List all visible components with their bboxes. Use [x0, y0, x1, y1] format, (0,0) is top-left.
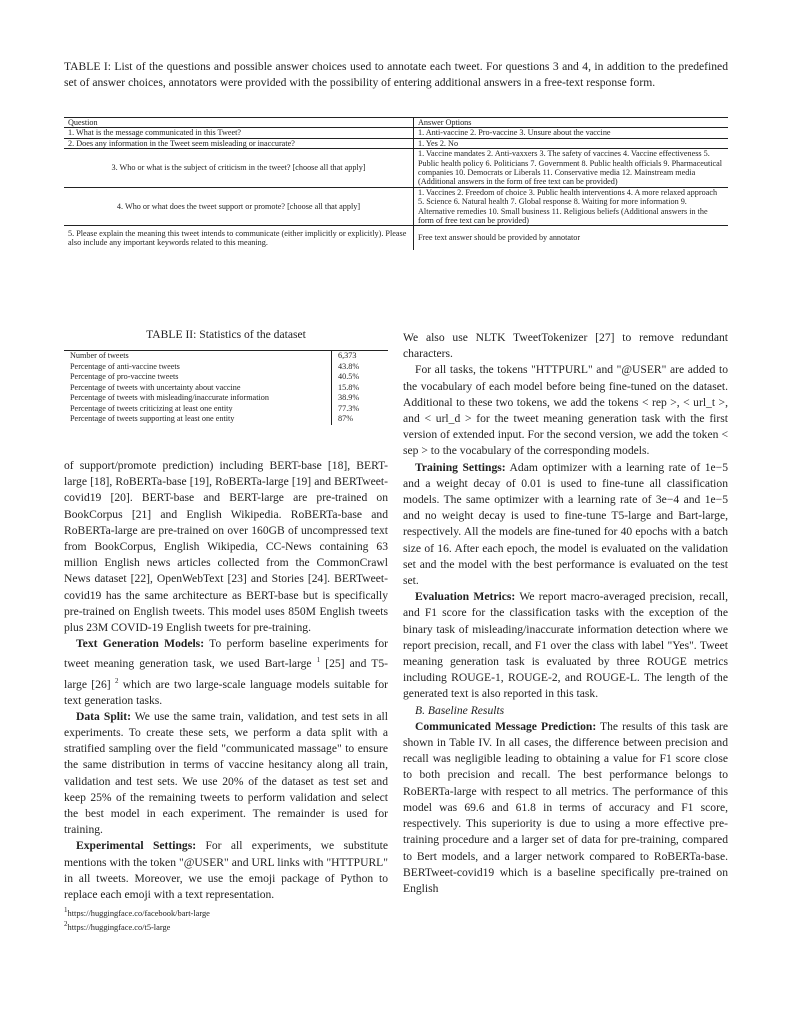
paragraph-heading: Data Split: — [76, 709, 131, 723]
question-cell: 2. Does any information in the Tweet seem misleading or inaccurate? — [64, 138, 414, 148]
stat-value: 38.9% — [332, 393, 389, 404]
paragraph-heading: Training Settings: — [415, 460, 506, 474]
right-column — [403, 330, 728, 897]
answer-cell: Free text answer should be provided by annotator — [414, 226, 729, 250]
paragraph-text: which are two large-scale language models suitable for text generation tasks. — [64, 677, 388, 707]
footnote-mark: 1 — [316, 656, 321, 665]
paragraph-text: The results of this task are shown in Table IV. In all cases, the difference between precision and recall was negligible leading to obtaining a value for F1 score close to both precision and recall. The best performance belongs to RoBERTa-large with respect to all metrics. The performance of this model was 69.6 and 61.8 in terms of accuracy and F1 score, respectively. This superiority is due to using a more effective pre-training procedure and a larger set of data for pre-training, compared to Bert models, and a larger network compared to RoBERTa-base. BERTweet-covid19 which is a baseline specifically pre-trained on English — [403, 719, 728, 895]
stat-value: 40.5% — [332, 372, 389, 383]
question-cell: 1. What is the message communicated in this Tweet? — [64, 128, 414, 138]
paragraph-text: Adam optimizer with a learning rate of 1e−5 and a weight decay of 0.01 is used to fine-tune all classification models. The same optimizer with a learning rate of 3e−4 and 1e−5 and no weight decay is used to fine-tune T5-large and Bart-large, respectively. All the models are fine-tuned for 40 epochs with a batch size of 16. After each epoch, the model is evaluated on the validation set and the model with the best performance is evaluated on the test set. — [403, 460, 728, 588]
paragraph — [403, 719, 728, 897]
left-column — [64, 458, 388, 903]
paragraph — [64, 636, 388, 709]
paragraph-text: For all experiments, we substitute mentions with the token "@USER" and URL links with "HTTPURL" in all tweets. Moreover, we use the emoji package of Python to replace each emoji with a text representation. — [64, 839, 388, 901]
stat-value: 87% — [332, 414, 389, 425]
paragraph: of support/promote prediction) including BERT-base [18], BERT-large [18], RoBERTa-base [19], RoBERTa-large [19] and BERTweet-covid19 [20]. BERT-base and BERT-large are pre-trained on BookCorpus [21] and English Wikipedia. RoBERTa-base and RoBERTa-large are pre-trained on over 160GB of uncompressed text from BookCorpus, English Wikipedia, CC-News containing 63 million English news articles collected from the CommonCrawl News dataset [22], OpenWebText [23] and Stories [24]. BERTweet-covid19 has the same architecture as BERT-base but is specifically pre-trained on English tweets. This model uses 850M English tweets plus 23M COVID-19 English tweets for pre-training. — [64, 459, 388, 635]
stat-label: Percentage of pro-vaccine tweets — [70, 372, 179, 381]
paragraph — [64, 709, 388, 839]
footnote-mark: 1 — [64, 906, 68, 914]
answer-cell: 1. Vaccine mandates 2. Anti-vaxxers 3. The safety of vaccines 4. Vaccine effectiveness 5. Public health policy 6. Politicians 7. Government 8. Public health officials 9. Pharmaceutical companies 10. Democrats or Liberals 11. Conservative media 12. Mainstream media (Additional answers in the form of free text can be provided) — [414, 149, 729, 188]
paragraph-heading: Text Generation Models: — [76, 637, 205, 651]
stat-value: 15.8% — [332, 383, 389, 394]
answer-cell: 1. Anti-vaccine 2. Pro-vaccine 3. Unsure about the vaccine — [414, 128, 729, 138]
answer-header: Answer Options — [414, 118, 729, 128]
stat-value: 77.3% — [332, 404, 389, 415]
paragraph: We also use NLTK TweetTokenizer [27] to remove redundant characters. — [403, 331, 728, 361]
stat-label: Percentage of tweets with uncertainty about vaccine — [70, 382, 241, 392]
footnote — [64, 905, 388, 919]
stat-label: Percentage of tweets criticizing at least one entity — [70, 403, 233, 413]
statistics-table — [64, 350, 388, 425]
footnotes — [64, 905, 388, 933]
question-cell: 4. Who or what does the tweet support or promote? [choose all that apply] — [64, 187, 414, 226]
section-heading: B. Baseline Results — [415, 703, 505, 717]
table1-caption: TABLE I: List of the questions and possible answer choices used to annotate each tweet. For questions 3 and 4, in addition to the predefined set of answer choices, annotators were provided with the possibility of entering additional answers in a free-text response form. — [64, 60, 728, 89]
footnote-mark: 2 — [64, 919, 68, 928]
question-header: Question — [64, 118, 414, 128]
question-cell: 3. Who or what is the subject of criticism in the tweet? [choose all that apply] — [64, 149, 414, 188]
answer-cell: 1. Vaccines 2. Freedom of choice 3. Public health interventions 4. A more relaxed approach 5. Science 6. Natural health 7. Global response 8. Waiting for more information 9. Alternative remedies 10. Small business 11. Religious beliefs (Additional answers in the form of free text can be provided) — [414, 187, 729, 226]
footnote — [64, 919, 388, 933]
paragraph — [403, 460, 728, 590]
stat-value: 6,373 — [332, 351, 389, 362]
answer-cell: 1. Yes 2. No — [414, 138, 729, 148]
paragraph: For all tasks, the tokens "HTTPURL" and "@USER" are added to the vocabulary of each model before being fine-tuned on the dataset. Additional to these two tokens, we add the tokens < rep >, < url_t >, and < url_d > for the tweet meaning generation task with the first version of extended input. For the second version, we add the token < sep > to the vocabulary of the corresponding models. — [403, 363, 728, 458]
paragraph-heading: Communicated Message Prediction: — [415, 719, 597, 733]
paragraph-heading: Evaluation Metrics: — [415, 590, 516, 604]
question-cell: 5. Please explain the meaning this tweet intends to communicate (either implicitly or explicitly). Please also include any important keywords related to this meaning. — [68, 228, 407, 248]
paragraph-text: [25] and T5-large [26] — [64, 657, 389, 691]
stat-label: Percentage of tweets supporting at least one entity — [70, 414, 235, 423]
paragraph-heading: Experimental Settings: — [76, 839, 197, 853]
footnote-mark: 2 — [114, 676, 119, 685]
footnote-link[interactable]: https://huggingface.co/t5-large — [67, 922, 171, 932]
stat-value: 43.8% — [332, 362, 389, 373]
paragraph — [403, 589, 728, 702]
questions-table — [64, 117, 728, 250]
footnote-link[interactable]: https://huggingface.co/facebook/bart-large — [67, 908, 210, 918]
paragraph-text: We use the same train, validation, and test sets in all experiments. To create these sets, we perform a data split with a stratified sampling over the field "communicated massage" to ensure the same distribution in terms of vaccine hesitancy along all train, validation and test sets. We use 20% of the dataset as test set and keep 25% of the remaining tweets to perform validation and select the best model in each experiment. The remainder is used for training. — [64, 709, 388, 837]
stat-label: Number of tweets — [70, 351, 129, 360]
stat-label: Percentage of anti-vaccine tweets — [70, 361, 180, 371]
paragraph-text: To perform baseline experiments for tweet meaning generation task, we used Bart-large — [64, 637, 388, 671]
paragraph — [64, 838, 388, 903]
table2-caption: TABLE II: Statistics of the dataset — [146, 328, 306, 341]
paragraph-text: We report macro-averaged precision, recall, and F1 score for the classification tasks with the exception of the binary task of misleading/inaccurate information detection where we report precision, recall, and F1 over the class with label "Yes". Tweet meaning generation task is evaluated by three ROUGE metrics including ROUGE-1, ROUGE-2, and ROUGE-L. The length of the generated text is also reported in this task. — [403, 590, 728, 701]
stat-label: Percentage of tweets with misleading/inaccurate information — [70, 393, 269, 402]
